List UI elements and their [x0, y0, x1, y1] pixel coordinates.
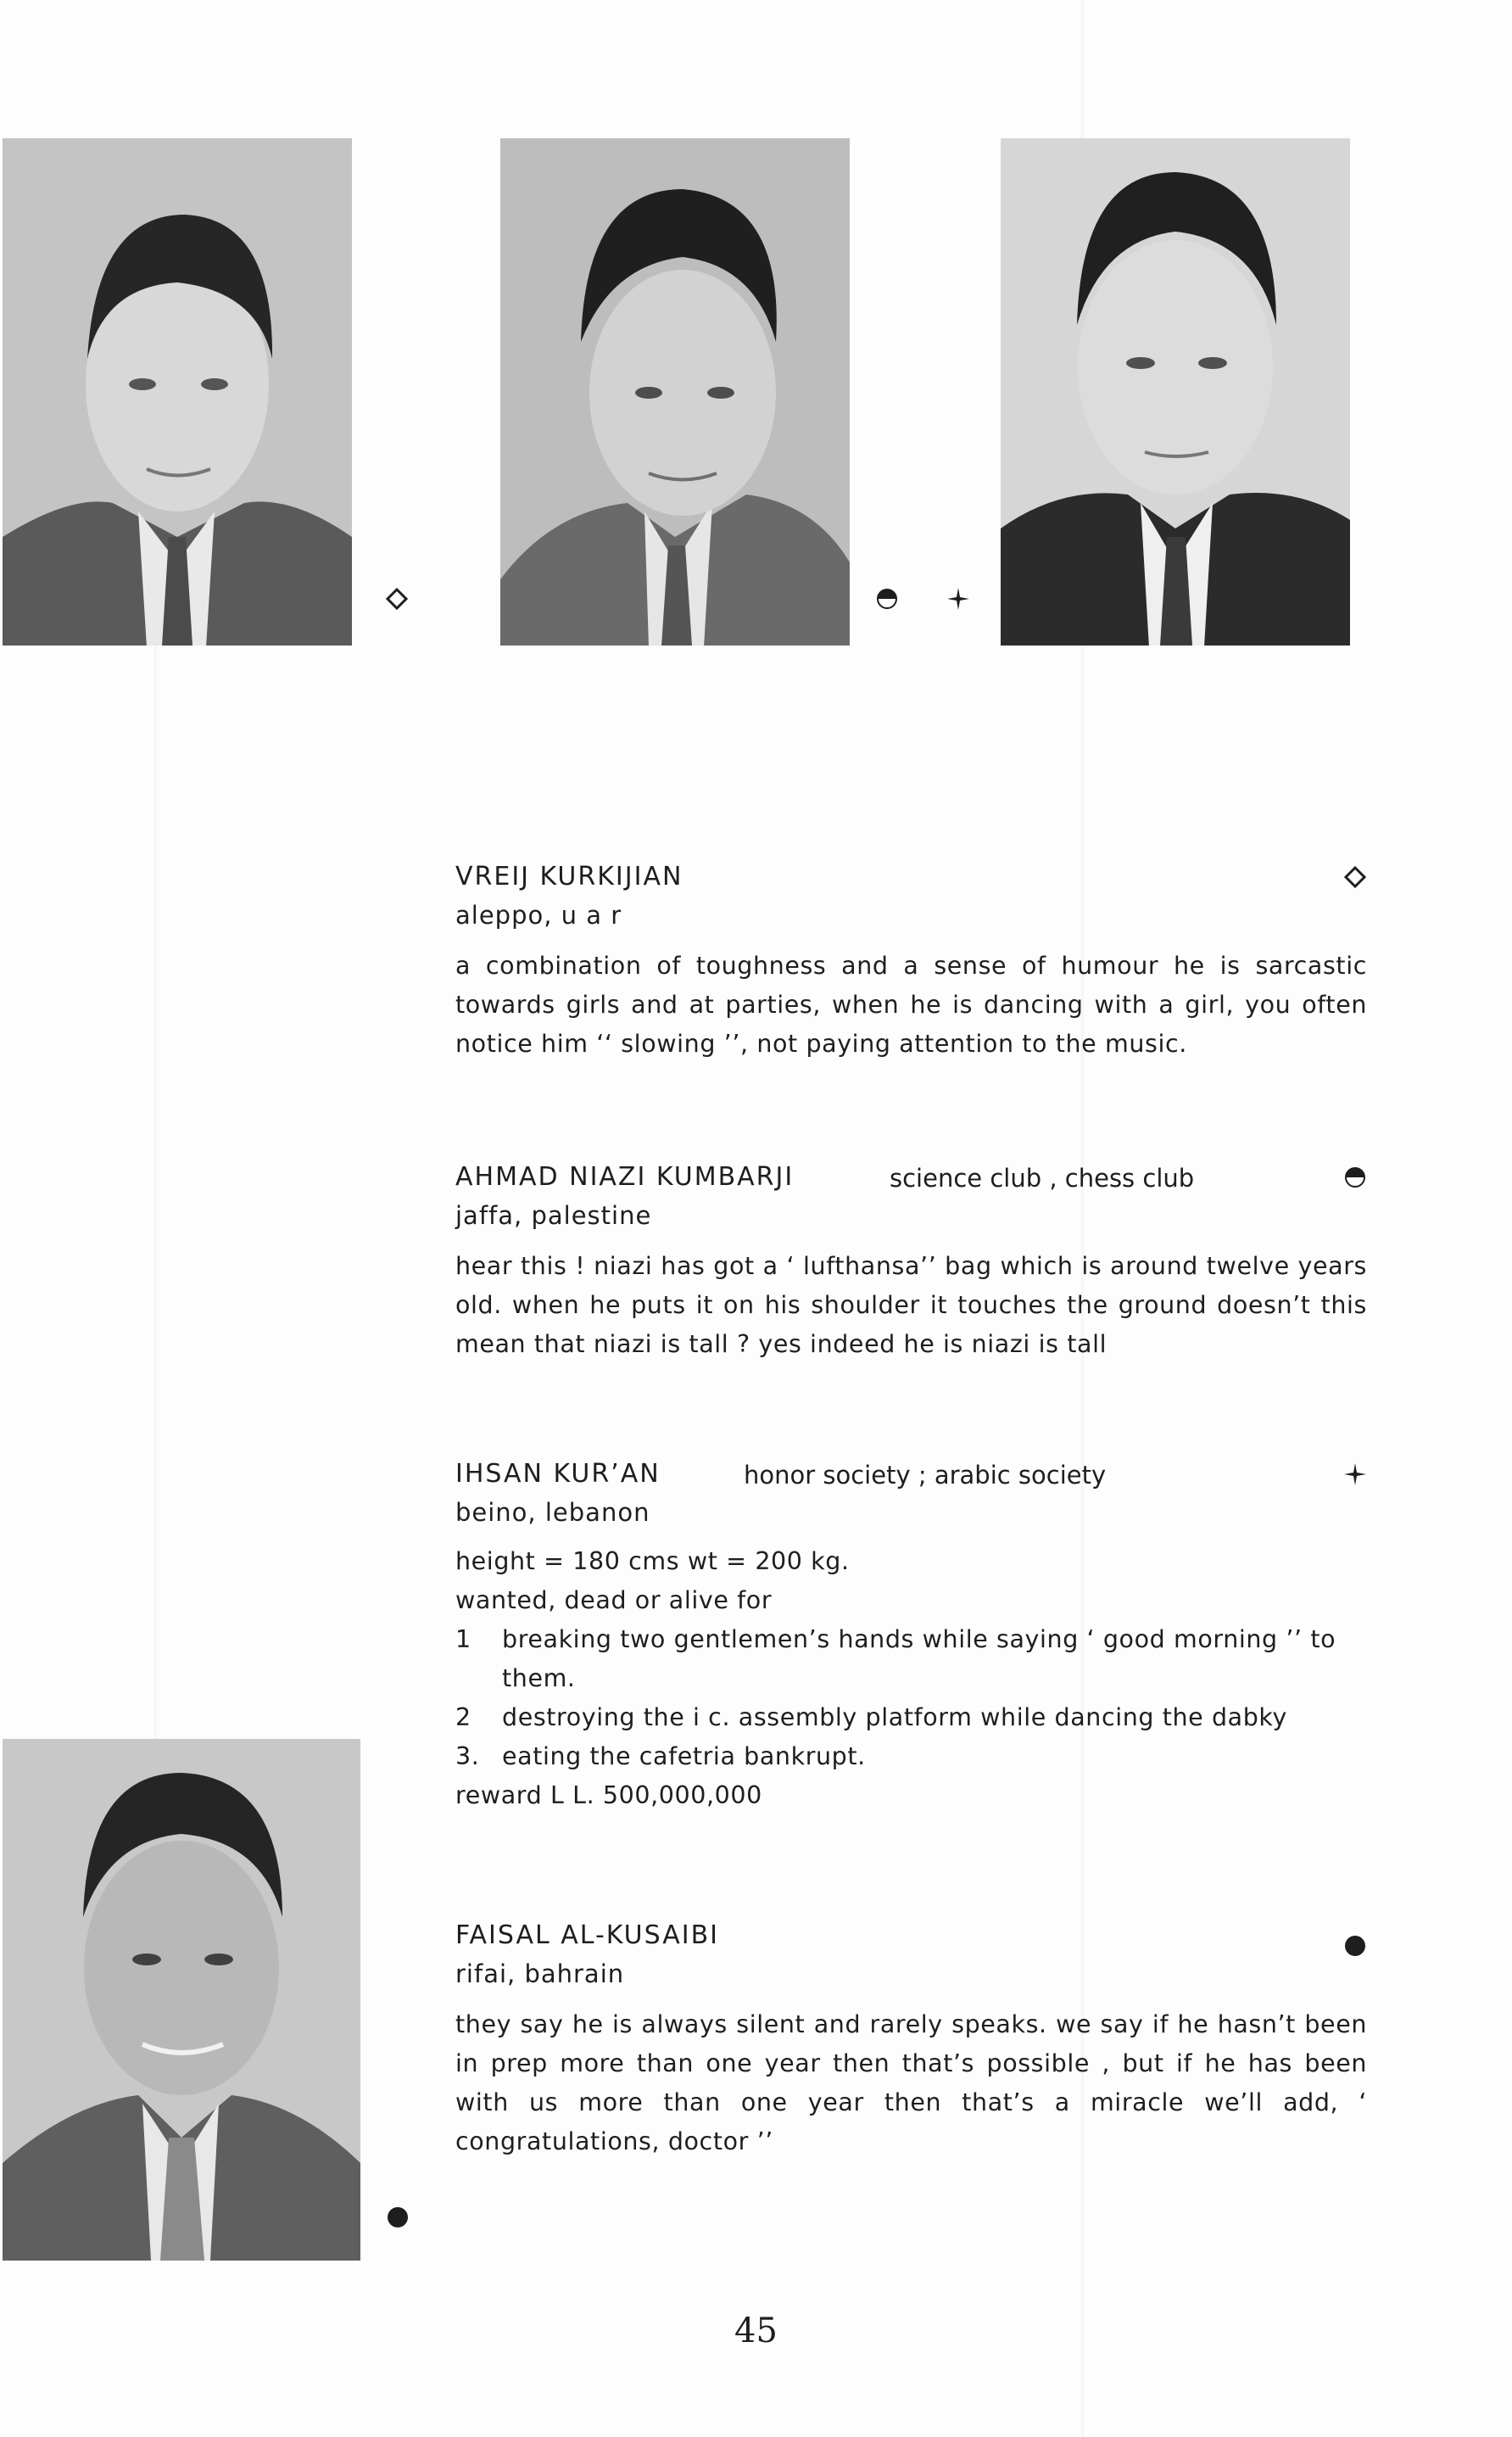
student-hometown: rifai, bahrain [455, 1959, 625, 1988]
student-activities: science club , chess club [890, 1164, 1195, 1193]
student-hometown: jaffa, palestine [455, 1201, 652, 1230]
list-item [455, 1698, 1367, 1737]
half-circle-icon [1343, 1165, 1367, 1189]
student-name: AHMAD NIAZI KUMBARJI [455, 1162, 795, 1192]
list-text: breaking two gentlemen’s hands while saying ‘ good morning ’’ to them. [502, 1625, 1336, 1692]
student-description: a combination of toughness and a sense of humour he is sarcastic towards girls and at parties, when he is dancing with a girl, you often notice him ‘‘ slowing ’’, not paying attention to the music. [455, 952, 1367, 1058]
list-item [455, 1737, 1367, 1776]
student-description: hear this ! niazi has got a ‘ lufthansa’’ bag which is around twelve years old. when he puts it on his shoulder it touches the ground doesn’t this mean that niazi is tall ? yes indeed he is niazi is tall [455, 1252, 1367, 1358]
student-entry [455, 862, 1367, 1064]
list-number: 2 [455, 1703, 471, 1731]
list-item [455, 1620, 1367, 1698]
portrait-photo-vreij [3, 138, 352, 646]
portrait-photo-faisal [3, 1739, 360, 2261]
list-text: eating the cafetria bankrupt. [502, 1742, 866, 1770]
student-activities: honor society ; arabic society [744, 1461, 1107, 1490]
student-reward: reward L L. 500,000,000 [455, 1781, 762, 1809]
portrait-photo-ihsan [1001, 138, 1350, 646]
diamond-outline-icon [1343, 865, 1367, 889]
star-icon [1343, 1462, 1367, 1486]
student-stats: height = 180 cms wt = 200 kg. [455, 1547, 850, 1575]
list-text: destroying the i c. assembly platform while dancing the dabky [502, 1703, 1287, 1731]
filled-circle-icon [386, 2205, 410, 2229]
student-hometown: aleppo, u a r [455, 901, 622, 930]
filled-circle-icon [1343, 1934, 1367, 1958]
student-entry [455, 1459, 1367, 1815]
portrait-photo-ahmad [500, 138, 850, 646]
list-number: 3. [455, 1742, 480, 1770]
student-entry [455, 1162, 1367, 1364]
list-number: 1 [455, 1625, 471, 1653]
student-name: FAISAL AL-KUSAIBI [455, 1920, 720, 1950]
student-hometown: beino, lebanon [455, 1498, 650, 1527]
student-entry [455, 1920, 1367, 2161]
student-name: VREIJ KURKIJIAN [455, 862, 683, 892]
page-number: 45 [734, 2311, 778, 2350]
student-name: IHSAN KUR’AN [455, 1459, 661, 1489]
star-icon [946, 587, 970, 611]
student-description: they say he is always silent and rarely speaks. we say if he hasn’t been in prep more than one year then that’s possible , but if he has been with us more than one year then that’s a miracle we’ll add, ‘ congratulations, doctor ’’ [455, 2010, 1367, 2155]
half-circle-icon [875, 587, 899, 611]
student-wanted-line: wanted, dead or alive for [455, 1586, 773, 1614]
diamond-outline-icon [385, 587, 409, 611]
